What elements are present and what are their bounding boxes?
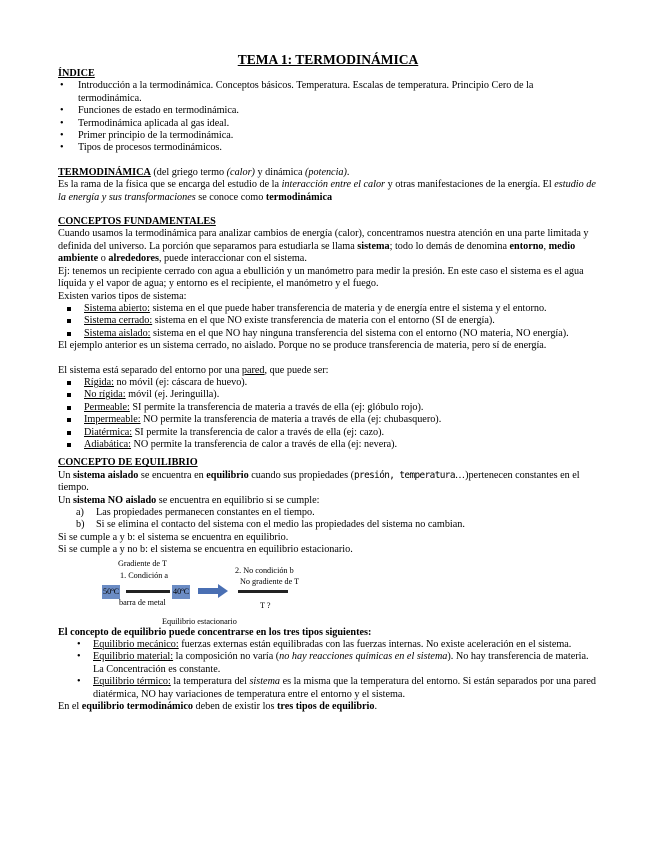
list-item: • Funciones de estado en termodinámica. (58, 105, 598, 117)
figure-temp-left: 50ºC (103, 586, 120, 596)
term: Rígida: (84, 376, 114, 388)
list-item (58, 414, 598, 426)
term: Permeable: (84, 401, 130, 413)
term: Adiabática: (84, 438, 131, 450)
figure-temp-left-box (102, 585, 120, 599)
conceptos-types-intro: Existen varios tipos de sistema: (58, 290, 187, 302)
text-span: SI permite la transferencia de materia a través de ella (ej: glóbulo rojo). (129, 401, 424, 413)
indice-heading: ÍNDICE (58, 68, 95, 79)
equilibrio-paragraph-2 (58, 495, 598, 507)
text-span: interacción entre el calor (281, 179, 386, 191)
text-span: y otras manifestaciones de la energía. El (385, 179, 555, 191)
text-span: NO permite la transferencia de materia a través de ella (ej: chubasquero). (140, 414, 442, 426)
text-span: se encuentra en (138, 469, 207, 481)
list-item (58, 507, 598, 519)
list-letter: a) (76, 507, 84, 518)
text-span: SI permite la transferencia de calor a través de ella (ej: cazo). (132, 426, 385, 438)
text-span: deben de existir los (192, 701, 278, 713)
text-span: ). No hay transferencia de materia. La Concentración es constante. (93, 651, 589, 675)
equilibrio-types-intro: El concepto de equilibrio puede concentrarse en los tres tipos siguientes: (58, 626, 372, 638)
figure-metal-bar (126, 590, 170, 593)
text-span: estudio de la energía y sus transformaciones (58, 179, 596, 203)
text-span: se encuentra en equilibrio si se cumple: (156, 494, 320, 506)
text-span: medio ambiente (58, 240, 576, 265)
indice-list (58, 80, 598, 154)
figure-temp-right-box (172, 585, 190, 599)
equilibrio-heading: CONCEPTO DE EQUILIBRIO (58, 457, 198, 469)
conceptos-paragraph-1 (58, 228, 598, 265)
text-span: …)pertenecen constantes en el tiempo. (58, 469, 580, 494)
text-span: Si se elimina el contacto del sistema con el medio las propiedades del sistema no cambian. (96, 519, 465, 531)
list-item (58, 427, 598, 439)
text-span: o (98, 253, 109, 265)
text-span: sistema en el que NO hay ninguna transferencia del sistema con el entorno (NO materia, NO energía). (150, 327, 569, 339)
list-letter: b) (76, 519, 85, 531)
text-span: equilibrio termodinámico (81, 701, 193, 713)
text-span: En el (58, 701, 82, 713)
text-span: la temperatura del (170, 676, 250, 688)
list-item: • Tipos de procesos termodinámicos. (58, 142, 598, 154)
text-span: sistema (249, 676, 281, 688)
list-item: • Termodinámica aplicada al gas ideal. (58, 118, 598, 130)
page-title: TEMA 1: TERMODINÁMICA (237, 52, 419, 67)
list-item (58, 389, 598, 401)
arrow-shape (198, 584, 228, 598)
term: No rígida: (84, 389, 126, 401)
text-span: . (374, 701, 378, 713)
equilibrio-paragraph-3: Si se cumple a y b: el sistema se encuentra en equilibrio. (58, 531, 289, 543)
text-span: fuerzas externas están equilibradas con las fuerzas internas. No existe aceleración en el sistema. (178, 639, 572, 651)
text-span: sistema (357, 240, 390, 252)
text-span: El sistema está separado del entorno por una (58, 364, 242, 376)
text-span: NO permite la transferencia de calor a través de ella (ej: nevera). (130, 438, 398, 450)
figure-caption: Equilibrio estacionario (162, 616, 237, 626)
text-span: ; todo lo demás de denomina (389, 240, 510, 252)
text-span: Es la rama de la física que se encarga del estudio de la (58, 179, 282, 191)
text-span: Un (58, 469, 73, 481)
text-span: pared (241, 364, 265, 376)
text-span: (del griego termo (150, 166, 227, 178)
text-span: entorno (509, 240, 544, 252)
figure-gradient-label: Gradiente de T (118, 558, 167, 568)
figure-condition-a-label: 1. Condición a (120, 570, 168, 580)
list-item (58, 676, 598, 701)
text-span: sistema en el que puede haber transferencia de materia y de energía entre el sistema y el entorno. (149, 302, 547, 314)
termo-heading: TERMODINÁMICA (58, 166, 151, 178)
equilibrium-types-list (58, 639, 598, 701)
text-span: se conoce como (195, 191, 266, 203)
text-span: sistema NO aislado (73, 494, 157, 506)
conceptos-example-note: El ejemplo anterior es un sistema cerrado, no aislado. Porque no se produce transferencia de materia, pero sí de energía. (58, 340, 547, 352)
term: Sistema aislado: (84, 327, 151, 339)
term: Sistema cerrado: (84, 315, 153, 327)
text-span: , que puede ser: (264, 364, 329, 376)
term: Sistema abierto: (84, 302, 150, 314)
text-span: tres tipos de equilibrio (277, 701, 375, 713)
arrow-right-icon (198, 584, 228, 598)
text-span: sistema en el que NO existe transferencia de materia con el entorno (SI de energía). (152, 315, 495, 327)
list-item (58, 377, 598, 389)
text-span: termodinámica (265, 191, 333, 203)
system-types-list (58, 303, 598, 340)
text-span: no móvil (ej: cáscara de huevo). (114, 376, 248, 388)
list-item (58, 402, 598, 414)
list-item (58, 328, 598, 340)
conditions-list (58, 507, 598, 532)
pared-intro (58, 365, 598, 377)
list-item (58, 439, 598, 451)
text-span: sistema aislado (73, 469, 139, 481)
termo-paragraph (58, 179, 598, 204)
text-span: y dinámica (254, 166, 306, 178)
conceptos-example: Ej: tenemos un recipiente cerrado con agua a ebullición y un manómetro para medir la presión. En este caso el sistema es el agua líquida y el vapor de agua; y entorno es el recipiente, el manómetro y el fuego. (58, 265, 584, 290)
termo-definition-line (58, 167, 598, 179)
document-page (58, 52, 598, 713)
text-span: la composición no varía ( (173, 651, 280, 663)
equilibrium-figure (58, 558, 598, 626)
list-item: • Primer principio de la termodinámica. (58, 130, 598, 142)
text-span: Las propiedades permanecen constantes en el tiempo. (96, 507, 315, 518)
list-item (58, 639, 598, 651)
figure-t-question: T ? (260, 600, 271, 610)
term: Diatérmica: (84, 426, 133, 438)
list-item (58, 315, 598, 327)
text-span: Cuando usamos la termodinámica para analizar cambios de energía (calor), concentramos nuestra atención en una parte limitada y definida del universo. La porción que separamos para estudiarla se llama (58, 228, 589, 252)
equilibrio-closing (58, 701, 598, 713)
text-span: cuando sus propiedades ( (248, 469, 354, 481)
text-span: (potencia) (305, 166, 347, 178)
list-item (58, 303, 598, 315)
term: Equilibrio mecánico: (93, 639, 179, 651)
text-span: , puede interaccionar con el sistema. (158, 253, 307, 265)
term: Impermeable: (84, 414, 141, 426)
figure-bar-label: barra de metal (119, 597, 166, 607)
equilibrio-paragraph-1 (58, 470, 598, 495)
text-span: . (346, 166, 350, 178)
conceptos-heading: CONCEPTOS FUNDAMENTALES (58, 216, 216, 228)
term: Equilibrio material: (93, 651, 174, 663)
text-span: no hay reacciones químicas en el sistema (279, 651, 448, 663)
list-item: • Introducción a la termodinámica. Conceptos básicos. Temperatura. Escalas de temperatura. Principio Cero de la termodinámica. (58, 80, 598, 105)
figure-condition-b-label: 2. No condición b (235, 565, 294, 575)
text-span: Un (58, 494, 73, 506)
figure-temp-right: 40ºC (173, 586, 190, 596)
list-item (58, 651, 598, 676)
equilibrio-paragraph-4: Si se cumple a y no b: el sistema se encuentra en equilibrio estacionario. (58, 544, 353, 556)
term: Equilibrio térmico: (93, 676, 171, 688)
text-span: equilibrio (206, 469, 249, 481)
text-span: (calor) (226, 166, 255, 178)
text-span: alrededores (108, 253, 159, 265)
text-span: móvil (ej. Jeringuilla). (125, 389, 220, 401)
figure-metal-bar-2 (238, 590, 288, 593)
text-span: es la misma que la temperatura del entorno. Si están separados por una pared diatérmica, NO hay variaciones de temperatura entre el entorno y el sistema. (93, 676, 597, 700)
text-span: , (543, 240, 549, 252)
figure-no-gradient-label: No gradiente de T (240, 576, 300, 586)
wall-types-list (58, 377, 598, 451)
text-span: presión, temperatura (353, 469, 455, 481)
list-item (58, 519, 598, 531)
